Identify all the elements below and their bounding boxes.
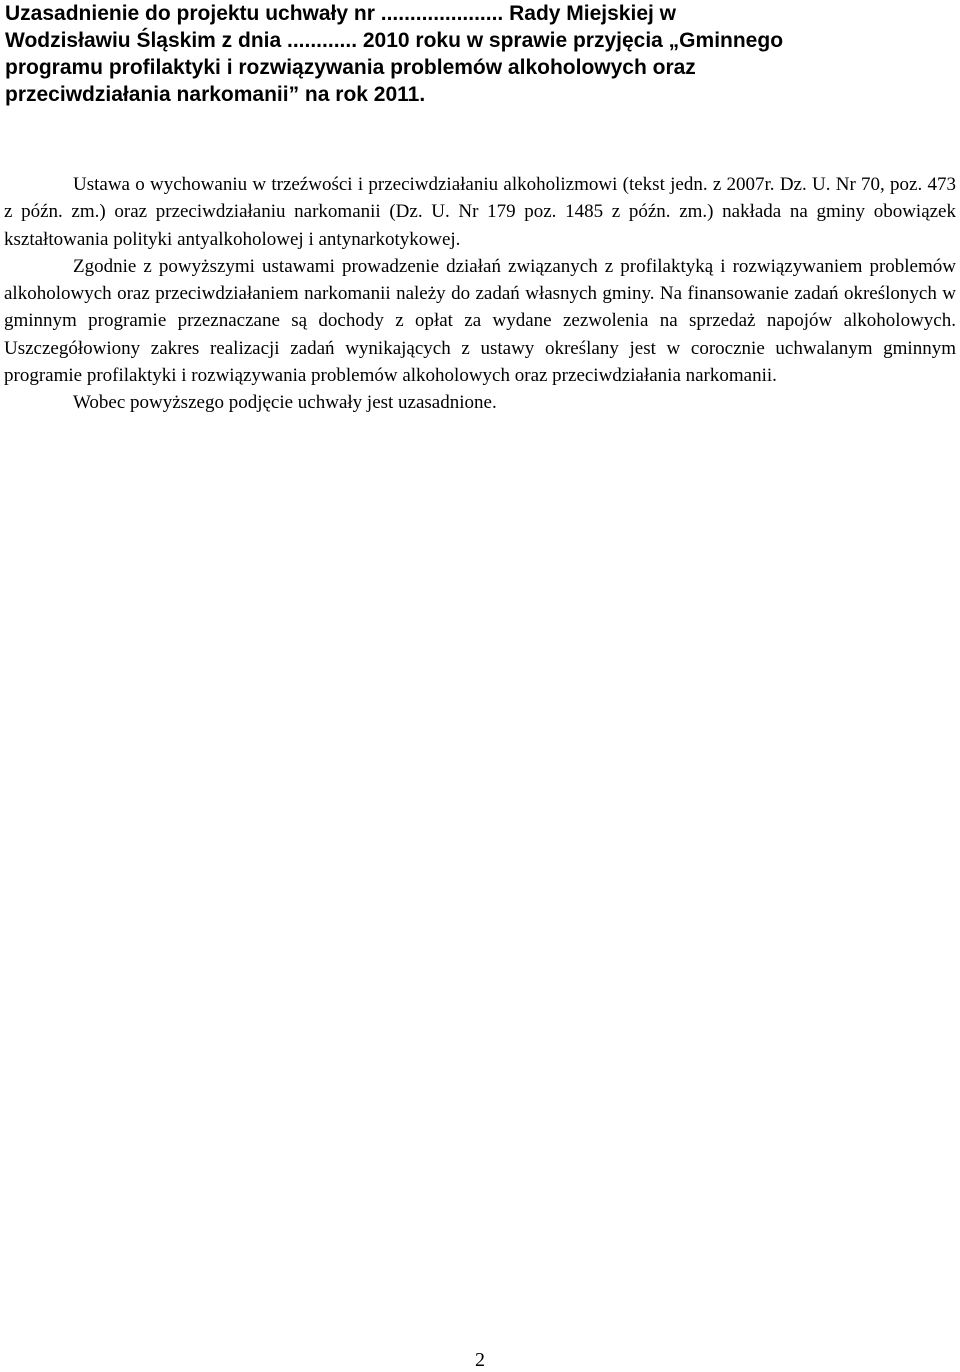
paragraph-conclusion: Wobec powyższego podjęcie uchwały jest uzasadnione. bbox=[73, 392, 497, 414]
heading-line: przeciwdziałania narkomanii” na rok 2011. bbox=[5, 83, 426, 106]
heading-line: Wodzisławiu Śląskim z dnia ............ 2010 roku w sprawie przyjęcia „Gminnego bbox=[5, 29, 784, 52]
document-body bbox=[4, 171, 956, 417]
paragraph-tasks: Zgodnie z powyższymi ustawami prowadzenie działań związanych z profilaktyką i rozwiązywaniem problemów alkoholowych oraz przeciwdziałaniem narkomanii należy do zadań własnych gminy. Na finansowanie zadań określonych w gminnym programie przeznaczane są dochody z opłat za wydane zezwolenia na sprzedaż napojów alkoholowych. Uszczegółowiony zakres realizacji zadań wynikających z ustawy określany jest w corocznie uchwalanym gminnym programie profilaktyki i rozwiązywania problemów alkoholowych oraz przeciwdziałania narkomanii. bbox=[4, 255, 956, 387]
page-number: 2 bbox=[475, 1349, 485, 1371]
document-heading bbox=[5, 0, 905, 108]
heading-line: programu profilaktyki i rozwiązywania problemów alkoholowych oraz bbox=[5, 56, 696, 79]
heading-line: Uzasadnienie do projektu uchwały nr ..................... Rady Miejskiej w bbox=[5, 2, 677, 25]
paragraph-legal-basis: Ustawa o wychowaniu w trzeźwości i przeciwdziałaniu alkoholizmowi (tekst jedn. z 2007r. Dz. U. Nr 70, poz. 473 z późn. zm.) oraz przeciwdziałaniu narkomanii (Dz. U. Nr 179 poz. 1485 z późn. zm.) nakłada na gminy obowiązek kształtowania polityki antyalkoholowej i antynarkotykowej. bbox=[4, 174, 956, 250]
